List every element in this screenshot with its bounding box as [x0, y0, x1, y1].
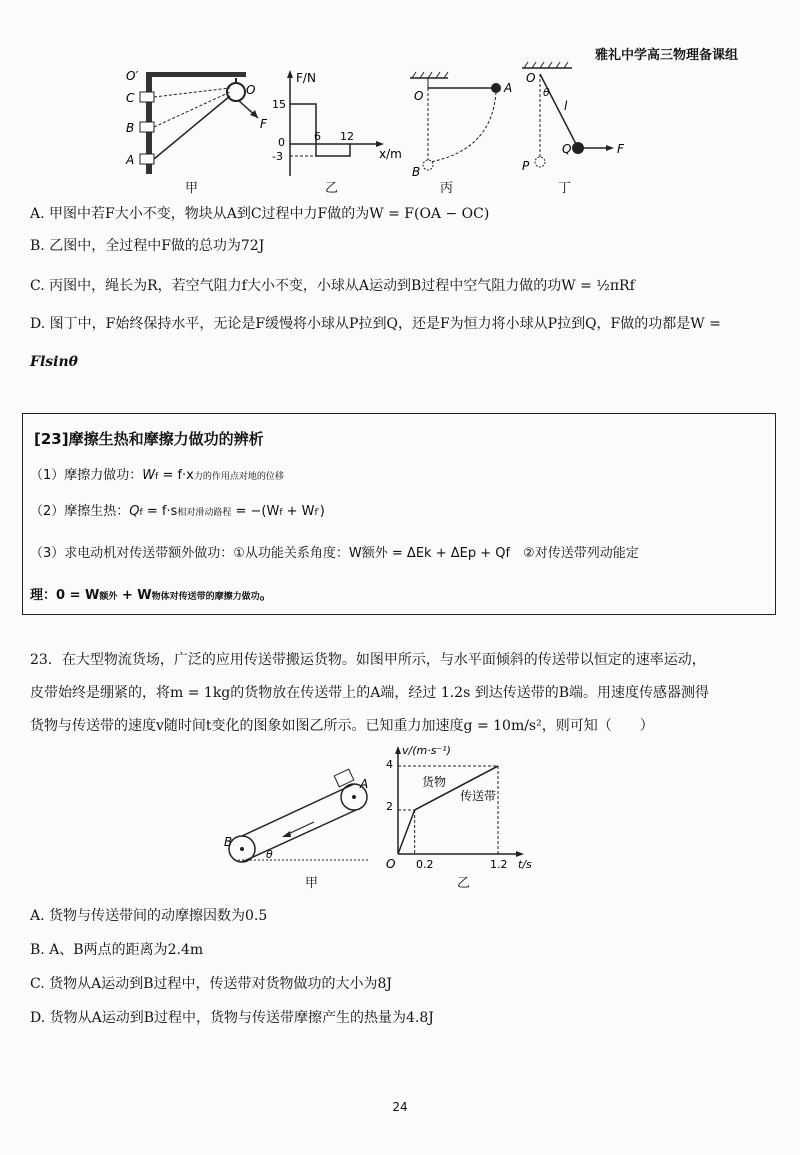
x-axis-label: x/m — [379, 147, 402, 161]
caption-yi-bottom: 乙 — [457, 876, 471, 891]
caption-jia-top: 甲 — [185, 181, 199, 196]
belt-bottom — [242, 810, 356, 862]
label-p: P — [522, 159, 530, 173]
knowledge-box-title: [23]摩擦生热和摩擦力做功的辨析 — [34, 430, 264, 448]
y-tick-2: 2 — [386, 800, 393, 813]
pulley — [227, 83, 245, 101]
block-b — [140, 122, 154, 132]
label-o: O — [414, 89, 424, 103]
ball-b — [423, 160, 433, 170]
label-o-prime: O′ — [126, 69, 139, 83]
label-f: F — [260, 117, 267, 131]
question-line1: 23．在大型物流货场，广泛的应用传送带搬运货物。如图甲所示，与水平面倾斜的传送带以恒定的速率运动， — [30, 652, 706, 668]
label-a: A — [126, 153, 135, 167]
ball-q — [572, 142, 584, 154]
origin-label: O — [386, 857, 396, 870]
y-tick-0: 0 — [278, 136, 285, 149]
x-tick-1-2: 1.2 — [490, 858, 508, 870]
label-c: C — [126, 91, 135, 105]
option-c-q23: C. 货物从A运动到B过程中，传送带对货物做功的大小为8J — [30, 976, 393, 992]
label-cargo: 货物 — [422, 775, 447, 789]
option-d-top-line1: D. 图丁中，F始终保持水平，无论是F缓慢将小球从P拉到Q，还是F为恒力将小球从P拉到Q，F做的功都是W = — [30, 316, 721, 332]
figure-yi-vt-graph — [378, 742, 538, 870]
label-b: B — [126, 121, 135, 135]
label-b: B — [412, 165, 421, 179]
ball-p — [535, 157, 545, 167]
label-l: l — [564, 99, 568, 113]
rule-3-line2: 理：0 = W额外 + W物体对传送带的摩擦力做功。 — [30, 588, 273, 603]
label-theta: θ — [266, 848, 273, 861]
x-tick-0-2: 0.2 — [416, 858, 434, 870]
figure-yi-force-graph — [268, 66, 421, 184]
option-b-top: B. 乙图中，全过程中F做的总功为72J — [30, 238, 265, 254]
label-a: A — [360, 777, 369, 791]
caption-jia-bottom: 甲 — [305, 876, 319, 891]
rule-1: （1）摩擦力做功：Wf = f·x力的作用点对地的位移 — [30, 468, 284, 483]
block-a — [140, 154, 154, 164]
label-o: O — [526, 71, 536, 85]
x-axis-label: t/s — [518, 858, 532, 870]
arc-path — [430, 92, 496, 162]
x-tick-12: 12 — [340, 130, 354, 143]
option-c-top: C. 丙图中，绳长为R，若空气阻力f大小不变，小球从A运动到B过程中空气阻力做的功W = ½πRf — [30, 278, 635, 294]
label-q: Q — [562, 142, 572, 156]
question-line3: 货物与传送带的速度v随时间t变化的图象如图乙所示。已知重力加速度g = 10m/s²，则可知（ ） — [30, 718, 654, 734]
y-axis-label: v/(m·s⁻¹) — [402, 744, 451, 757]
label-f: F — [617, 142, 624, 156]
option-d-q23: D. 货物从A运动到B过程中，货物与传送带摩擦产生的热量为4.8J — [30, 1010, 434, 1026]
label-belt: 传送带 — [460, 789, 497, 803]
y-tick-4: 4 — [386, 758, 393, 771]
rope-l — [540, 74, 576, 144]
figure-ding-pendulum — [518, 60, 638, 176]
caption-ding-top: 丁 — [558, 181, 572, 196]
label-theta: θ — [543, 86, 550, 99]
label-o: O — [246, 83, 256, 97]
ball-a — [491, 83, 501, 93]
rule-3-line1: （3）求电动机对传送带额外做功：①从功能关系角度：W额外 = ΔEk + ΔEp + Qf ②对传送带列动能定 — [30, 546, 639, 561]
caption-yi-top: 乙 — [325, 181, 339, 196]
page-number: 24 — [392, 1100, 408, 1114]
option-b-q23: B. A、B两点的距离为2.4m — [30, 942, 204, 958]
option-a-q23: A. 货物与传送带间的动摩擦因数为0.5 — [30, 908, 268, 924]
y-tick-15: 15 — [272, 98, 286, 111]
x-tick-6: 6 — [314, 130, 321, 143]
figure-jia-pulley — [118, 62, 288, 190]
block-c — [140, 92, 154, 102]
option-d-top-line2: Flsinθ — [30, 354, 78, 370]
belt-top — [242, 784, 354, 836]
question-line2: 皮带始终是绷紧的，将m = 1kg的货物放在传送带上的A端，经过 1.2s 到达传送带的B端。用速度传感器测得 — [30, 685, 710, 701]
y-tick-neg3: -3 — [272, 150, 283, 163]
y-axis-label: F/N — [296, 71, 316, 85]
caption-bing-top: 丙 — [440, 181, 454, 196]
option-a-top: A. 甲图中若F大小不变，物块从A到C过程中力F做的为W = F(OA − OC) — [30, 206, 490, 222]
rule-2: （2）摩擦生热：Qf = f·s相对滑动路程 = −(Wf + Wf′) — [30, 504, 325, 519]
figure-jia-conveyor — [218, 768, 378, 868]
label-b: B — [224, 835, 233, 849]
horizontal-bar — [146, 72, 246, 77]
label-a: A — [504, 81, 513, 95]
figure-bing-pendulum — [400, 70, 518, 180]
header-school: 雅礼中学高三物理备课组 — [594, 48, 738, 63]
